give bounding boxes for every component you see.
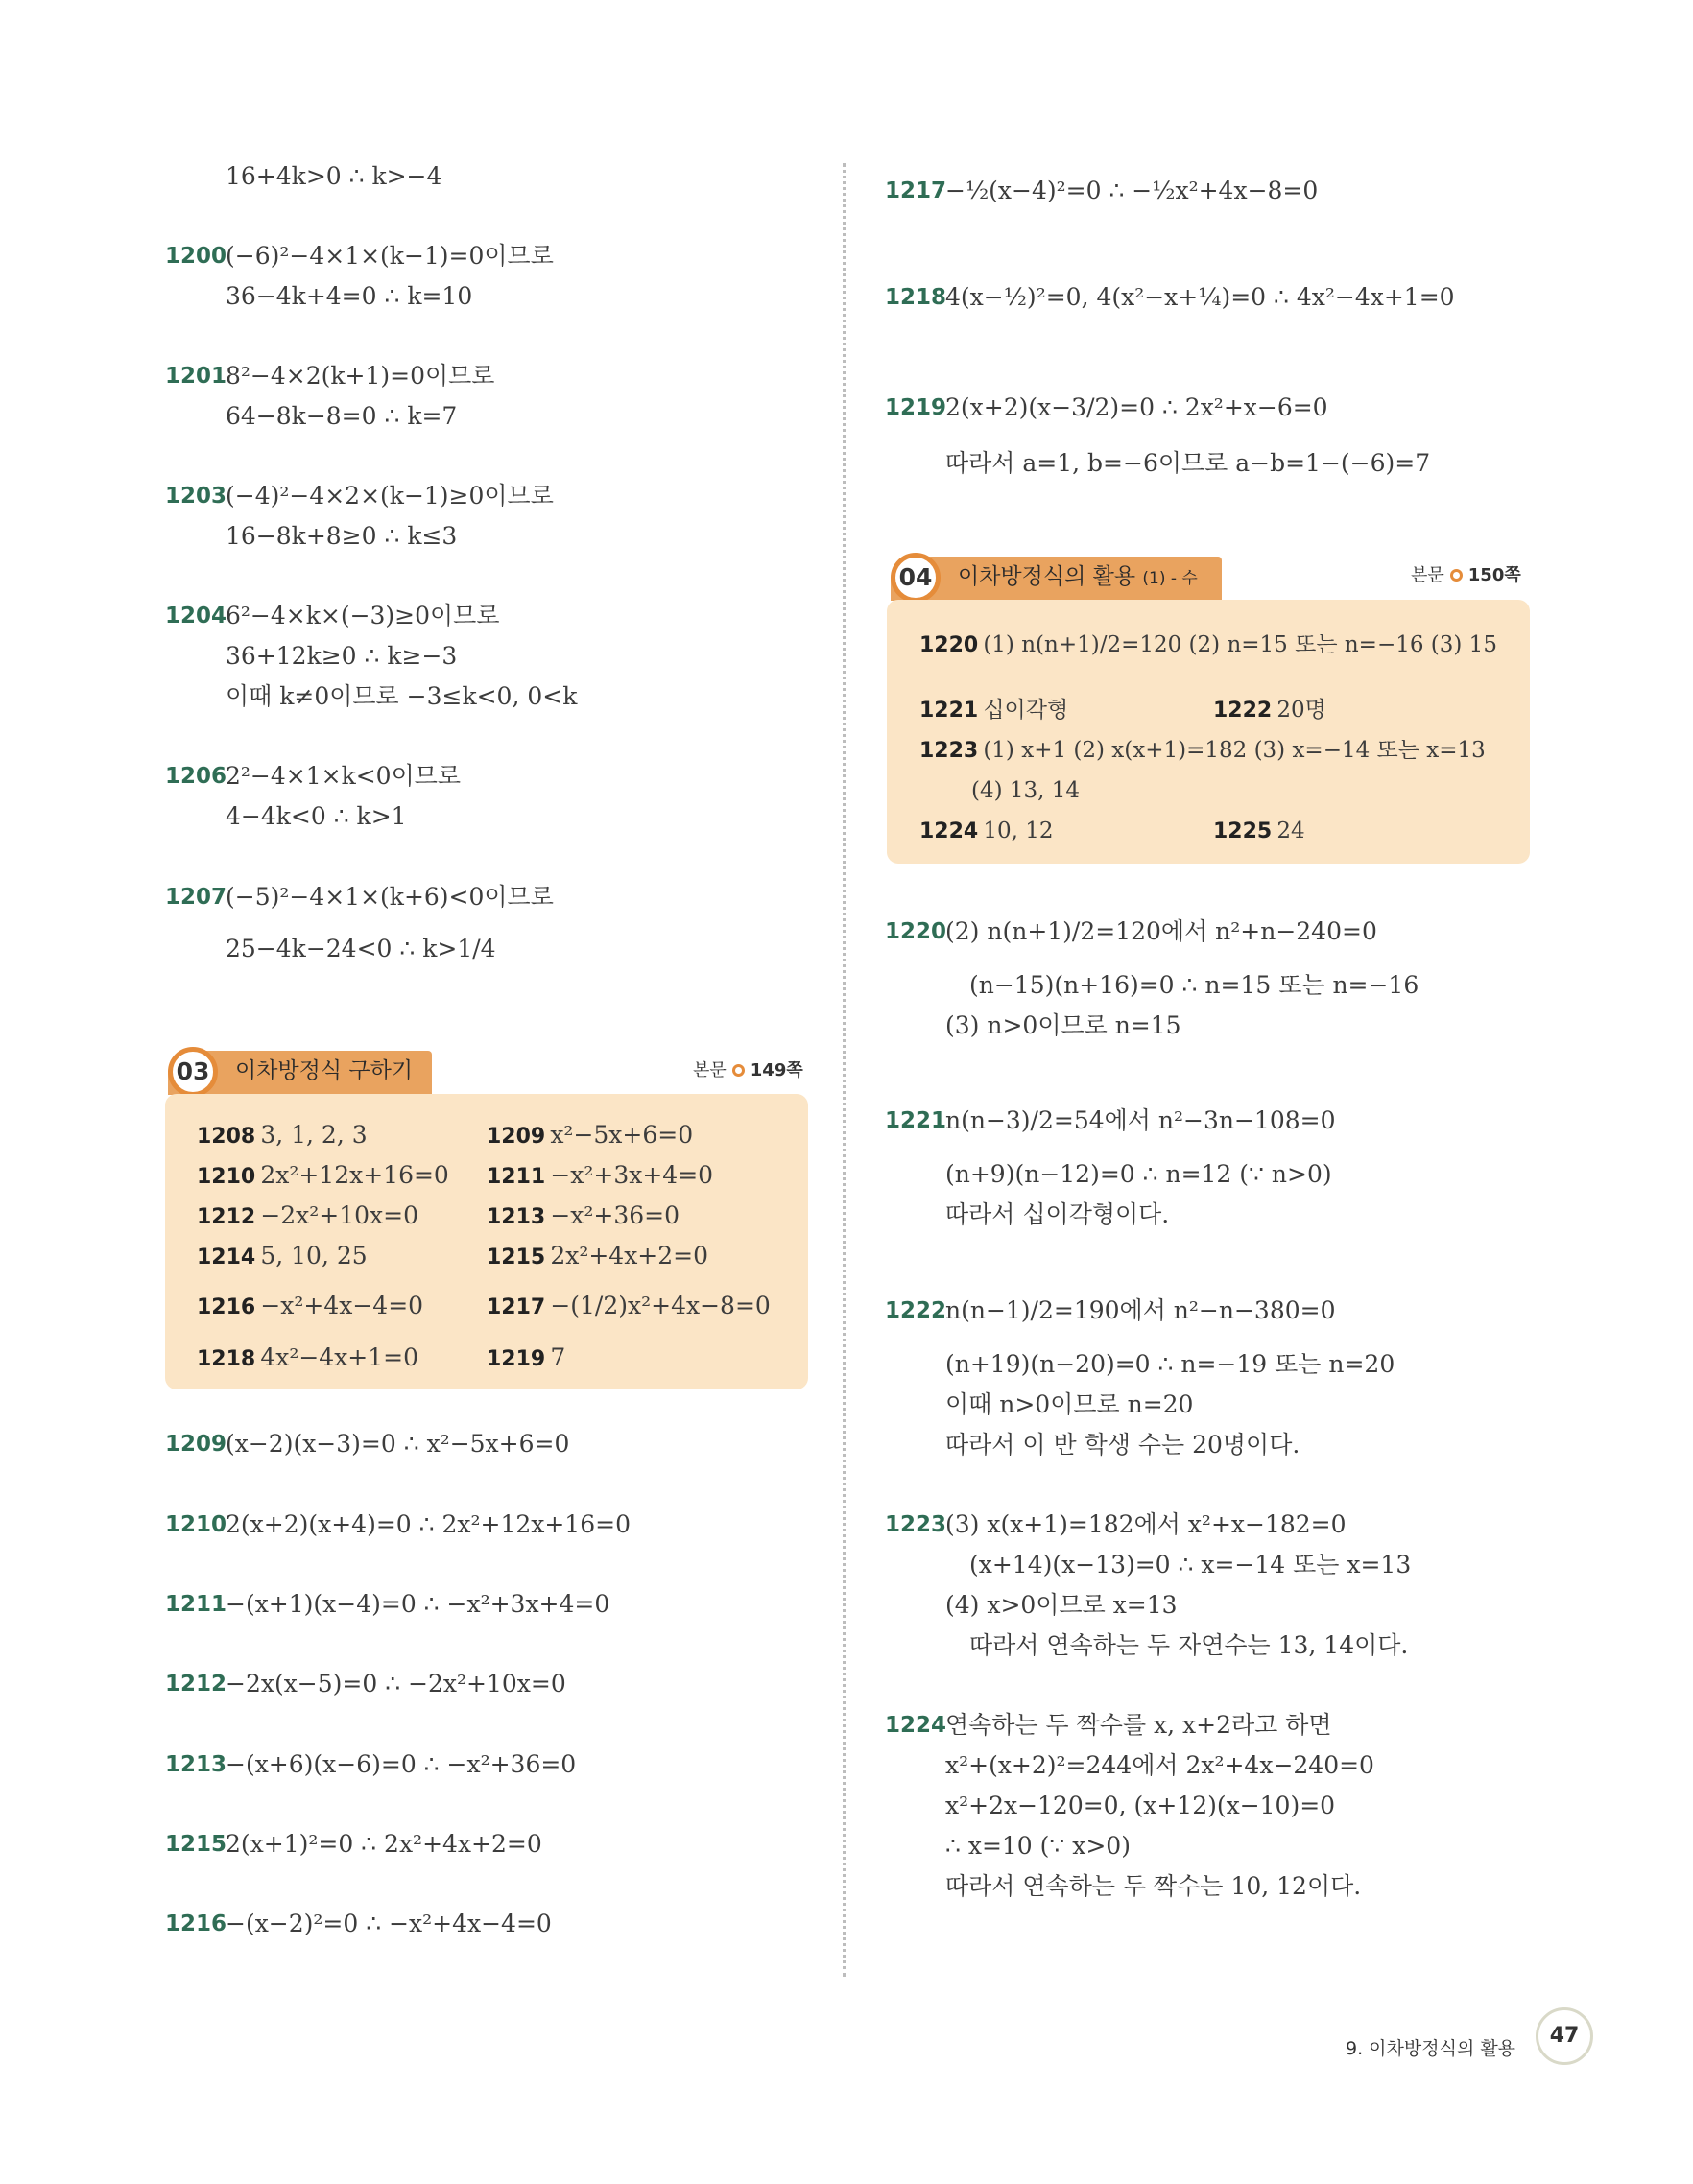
answer-value: 십이각형 (983, 698, 1069, 723)
solution-line: 따라서 연속하는 두 자연수는 13, 14이다. (969, 1631, 1409, 1659)
answer-value: −x²+4x−4=0 (260, 1292, 424, 1319)
solution-line: 2(x+2)(x+4)=0 ∴ 2x²+12x+16=0 (226, 1510, 631, 1538)
answer-number: 1209 (487, 1125, 546, 1149)
solution-line: (n+9)(n−12)=0 ∴ n=12 (∵ n>0) (945, 1160, 1332, 1188)
solution-line: −(x+6)(x−6)=0 ∴ −x²+36=0 (226, 1750, 577, 1778)
answer-panel (887, 600, 1530, 864)
solution-line: (3) n>0이므로 n=15 (945, 1011, 1181, 1039)
problem-number: 1217 (885, 178, 947, 203)
answer-number: 1224 (919, 819, 979, 843)
problem-number: 1219 (885, 395, 947, 420)
solution-line: 36+12k≥0 ∴ k≥−3 (226, 642, 458, 670)
answer-number: 1210 (197, 1165, 256, 1189)
answer-number: 1215 (487, 1246, 546, 1270)
problem-number: 1215 (165, 1832, 227, 1857)
page-number: 47 (1536, 2007, 1593, 2065)
problem-number: 1212 (165, 1672, 227, 1697)
answer-value: 7 (550, 1343, 566, 1371)
answer-value: 20명 (1276, 698, 1326, 723)
solution-line: 36−4k+4=0 ∴ k=10 (226, 282, 473, 310)
solution-line: −½(x−4)²=0 ∴ −½x²+4x−8=0 (945, 177, 1319, 204)
solution-line: 따라서 이 반 학생 수는 20명이다. (945, 1431, 1300, 1459)
answer-number: 1223 (919, 739, 979, 763)
answer-value: −x²+3x+4=0 (550, 1161, 714, 1189)
problem-number: 1210 (165, 1512, 227, 1537)
solution-line: −(x+1)(x−4)=0 ∴ −x²+3x+4=0 (226, 1590, 610, 1618)
solution-line: n(n−3)/2=54에서 n²−3n−108=0 (945, 1106, 1336, 1134)
solution-line: 4−4k<0 ∴ k>1 (226, 802, 407, 830)
solution-line: 25−4k−24<0 ∴ k>1/4 (226, 935, 496, 962)
answer-value: −(1/2)x²+4x−8=0 (550, 1292, 771, 1319)
problem-number: 1206 (165, 764, 227, 789)
solution-line: 이때 n>0이므로 n=20 (945, 1390, 1194, 1418)
solution-line: (−6)²−4×1×(k−1)=0이므로 (226, 242, 554, 270)
section-number: 04 (891, 553, 941, 603)
solution-line: 따라서 a=1, b=−6이므로 a−b=1−(−6)=7 (945, 449, 1431, 477)
reference-page: 150쪽 (1467, 565, 1521, 585)
solution-line: (n−15)(n+16)=0 ∴ n=15 또는 n=−16 (969, 971, 1419, 999)
arrow-circle-icon (732, 1064, 745, 1077)
answer-value: 2x²+12x+16=0 (260, 1161, 449, 1189)
solution-line: n(n−1)/2=190에서 n²−n−380=0 (945, 1296, 1336, 1324)
answer-value: 2x²+4x+2=0 (550, 1242, 709, 1270)
problem-number: 1221 (885, 1108, 947, 1133)
solution-line: 따라서 십이각형이다. (945, 1200, 1170, 1228)
answer-number: 1208 (197, 1125, 256, 1149)
solution-line: x²+(x+2)²=244에서 2x²+4x−240=0 (945, 1751, 1374, 1779)
answer-number: 1221 (919, 699, 979, 723)
page-reference (693, 1059, 803, 1082)
column-divider (843, 163, 846, 1977)
answer-number: 1214 (197, 1246, 256, 1270)
answer-value: −x²+36=0 (550, 1201, 680, 1229)
reference-label: 본문 (693, 1060, 727, 1080)
answer-value: x²−5x+6=0 (550, 1121, 694, 1149)
problem-number: 1211 (165, 1592, 227, 1617)
section-title: 이차방정식 구하기 (235, 1058, 414, 1083)
answer-number: 1216 (197, 1295, 256, 1319)
answer-value: (1) n(n+1)/2=120 (2) n=15 또는 n=−16 (3) 15 (983, 632, 1497, 657)
problem-number: 1204 (165, 604, 227, 629)
answer-number: 1211 (487, 1165, 546, 1189)
answer-number: 1219 (487, 1347, 546, 1371)
problem-number: 1218 (885, 285, 947, 310)
answer-value: 4x²−4x+1=0 (260, 1343, 419, 1371)
answer-number: 1225 (1213, 819, 1273, 843)
answer-number: 1218 (197, 1347, 256, 1371)
solution-line: (−4)²−4×2×(k−1)≥0이므로 (226, 482, 554, 510)
solution-line: 16−8k+8≥0 ∴ k≤3 (226, 522, 458, 550)
solution-line: −2x(x−5)=0 ∴ −2x²+10x=0 (226, 1670, 566, 1697)
arrow-circle-icon (1450, 569, 1463, 582)
problem-number: 1201 (165, 364, 227, 389)
solution-line: −(x−2)²=0 ∴ −x²+4x−4=0 (226, 1910, 552, 1937)
answer-value: 10, 12 (983, 819, 1054, 843)
solution-line: x²+2x−120=0, (x+12)(x−10)=0 (945, 1792, 1336, 1819)
problem-number: 1216 (165, 1911, 227, 1936)
solution-line: 이때 k≠0이므로 −3≤k<0, 0<k (226, 682, 578, 710)
problem-number: 1209 (165, 1432, 227, 1457)
section-title (958, 562, 1198, 593)
solution-line: 2(x+2)(x−3/2)=0 ∴ 2x²+x−6=0 (945, 393, 1328, 421)
solution-line: 2(x+1)²=0 ∴ 2x²+4x+2=0 (226, 1830, 542, 1858)
problem-number: 1223 (885, 1512, 947, 1537)
solution-line: (4) x>0이므로 x=13 (945, 1591, 1178, 1619)
answer-value: 5, 10, 25 (260, 1242, 368, 1270)
solution-line: (2) n(n+1)/2=120에서 n²+n−240=0 (945, 917, 1377, 945)
reference-page: 149쪽 (750, 1060, 803, 1080)
section-number: 03 (168, 1047, 218, 1097)
solution-line: (x+14)(x−13)=0 ∴ x=−14 또는 x=13 (969, 1551, 1412, 1579)
solution-line: 64−8k−8=0 ∴ k=7 (226, 402, 458, 430)
answer-number: 1220 (919, 633, 979, 657)
solution-line: (n+19)(n−20)=0 ∴ n=−19 또는 n=20 (945, 1350, 1395, 1378)
problem-number: 1200 (165, 244, 227, 269)
problem-number: 1224 (885, 1713, 947, 1738)
answer-value: 3, 1, 2, 3 (260, 1121, 368, 1149)
answer-value: −2x²+10x=0 (260, 1201, 419, 1229)
solution-line: ∴ x=10 (∵ x>0) (945, 1832, 1131, 1860)
solution-line: (x−2)(x−3)=0 ∴ x²−5x+6=0 (226, 1430, 570, 1458)
solution-line: 6²−4×k×(−3)≥0이므로 (226, 602, 500, 629)
problem-number: 1213 (165, 1752, 227, 1777)
answer-number: 1212 (197, 1205, 256, 1229)
answer-value: (4) 13, 14 (971, 778, 1081, 803)
reference-label: 본문 (1411, 565, 1444, 585)
page-reference (1411, 564, 1521, 587)
solution-line: 따라서 연속하는 두 짝수는 10, 12이다. (945, 1872, 1362, 1900)
section-title-suffix: (1) - 수 (1142, 569, 1198, 588)
answer-panel (165, 1094, 808, 1389)
answer-number: 1222 (1213, 699, 1273, 723)
solution-line: 2²−4×1×k<0이므로 (226, 762, 462, 790)
answer-number: 1217 (487, 1295, 546, 1319)
solution-line: (−5)²−4×1×(k+6)<0이므로 (226, 883, 554, 911)
section-title-text: 이차방정식의 활용 (958, 564, 1136, 589)
answer-value: 24 (1276, 819, 1305, 843)
problem-number: 1220 (885, 919, 947, 944)
answer-value: (1) x+1 (2) x(x+1)=182 (3) x=−14 또는 x=13 (983, 738, 1486, 763)
answer-number: 1213 (487, 1205, 546, 1229)
solution-line: (3) x(x+1)=182에서 x²+x−182=0 (945, 1510, 1347, 1538)
solution-line: 4(x−½)²=0, 4(x²−x+¼)=0 ∴ 4x²−4x+1=0 (945, 283, 1455, 311)
chapter-title: 9. 이차방정식의 활용 (1346, 2038, 1516, 2059)
problem-number: 1203 (165, 484, 227, 509)
solution-line: 연속하는 두 짝수를 x, x+2라고 하면 (945, 1711, 1332, 1739)
solution-line: 8²−4×2(k+1)=0이므로 (226, 362, 495, 390)
problem-number: 1222 (885, 1298, 947, 1323)
top-line: 16+4k>0 ∴ k>−4 (226, 162, 442, 190)
problem-number: 1207 (165, 885, 227, 910)
